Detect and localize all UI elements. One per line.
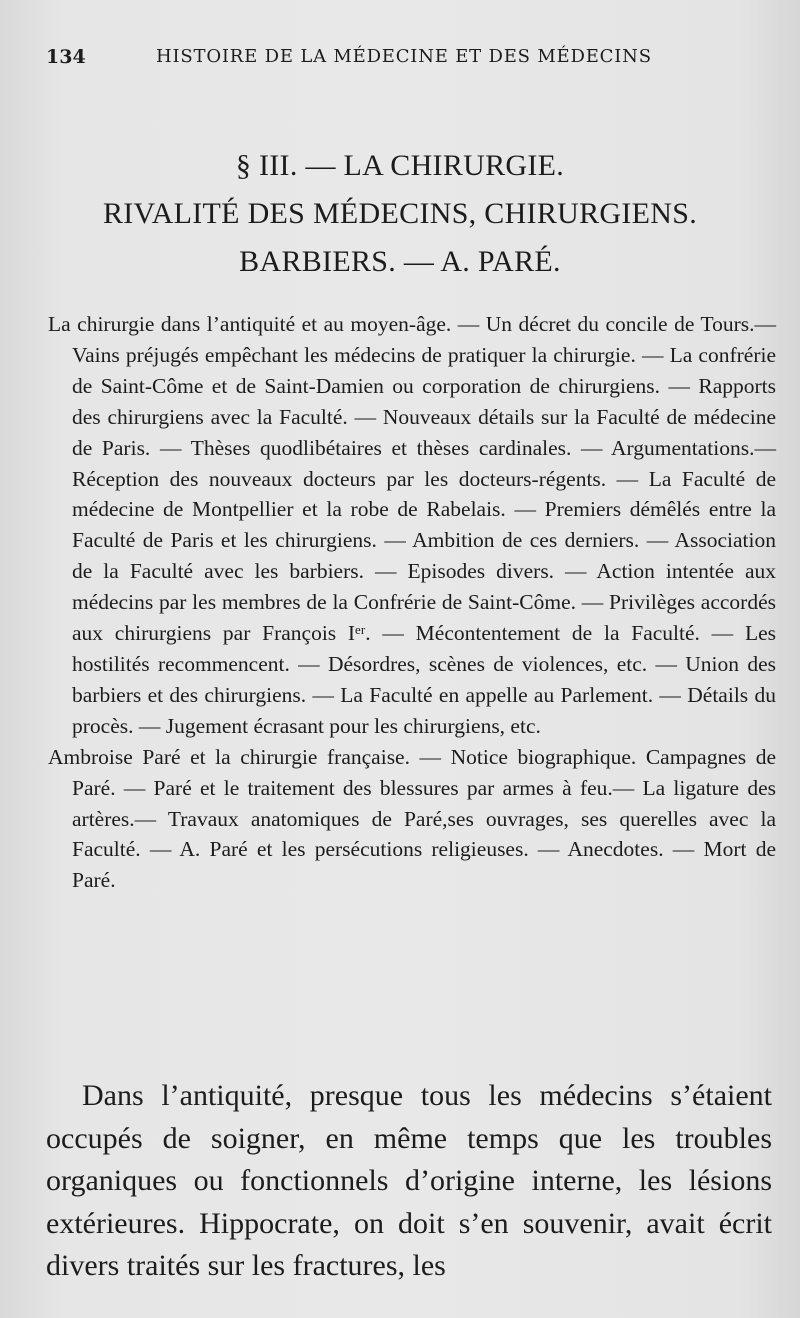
section-heading-line-3: BARBIERS. — A. PARÉ. (239, 245, 561, 278)
body-paragraph: Dans l’antiquité, presque tous les médecins s’étaient occupés de soigner, en même temps que les troubles organiques ou fonctionnels d’origine interne, les lésions extérieures. Hippocrate, on doit s’en souvenir, avait écrit divers traités sur les fractures, les (46, 1079, 772, 1282)
chapter-summary (48, 309, 776, 896)
summary-paragraph: La chirurgie dans l’antiquité et au moyen-âge. — Un décret du concile de Tours.— Vains préjugés empêchant les médecins de pratiquer la chirurgie. — La confrérie de Saint-Côme et de Saint-Damien ou corporation de chirurgiens. — Rapports des chirurgiens avec la Faculté. — Nouveaux détails sur la Faculté de médecine de Paris. — Thèses quodlibétaires et thèses cardinales. — Argumentations.— Réception des nouveaux docteurs par les docteurs-régents. — La Faculté de médecine de Montpellier et la robe de Rabelais. — Premiers démêlés entre la Faculté de Paris et les chirurgiens. — Ambition de ces derniers. — Association de la Faculté avec les barbiers. — Episodes divers. — Action intentée aux médecins par les membres de la Confrérie de Saint-Côme. — Privilèges accordés aux chirurgiens par François Iᵉʳ. — Mécontentement de la Faculté. — Les hostilités recommencent. — Désordres, scènes de violences, etc. — Union des barbiers et des chirurgiens. — La Faculté en appelle au Parlement. — Détails du procès. — Jugement écrasant pour les chirurgiens, etc. (48, 312, 776, 738)
section-heading (40, 142, 760, 286)
page-number: 134 (46, 46, 86, 68)
body-text (46, 1075, 772, 1288)
section-heading-line-2: RIVALITÉ DES MÉDECINS, CHIRURGIENS. (102, 197, 698, 230)
summary-paragraph: Ambroise Paré et la chirurgie française. — Notice biographique. Campagnes de Paré. — Paré et le traitement des blessures par armes à feu.— La ligature des artères.— Travaux anatomiques de Paré,ses ouvrages, ses querelles avec la Faculté. — A. Paré et les persécutions religieuses. — Anecdotes. — Mort de Paré. (48, 744, 776, 893)
book-title: HISTOIRE DE LA MÉDECINE ET DES MÉDECINS (156, 46, 652, 67)
section-heading-line-1: § III. — LA CHIRURGIE. (235, 149, 565, 182)
running-head (46, 46, 746, 72)
